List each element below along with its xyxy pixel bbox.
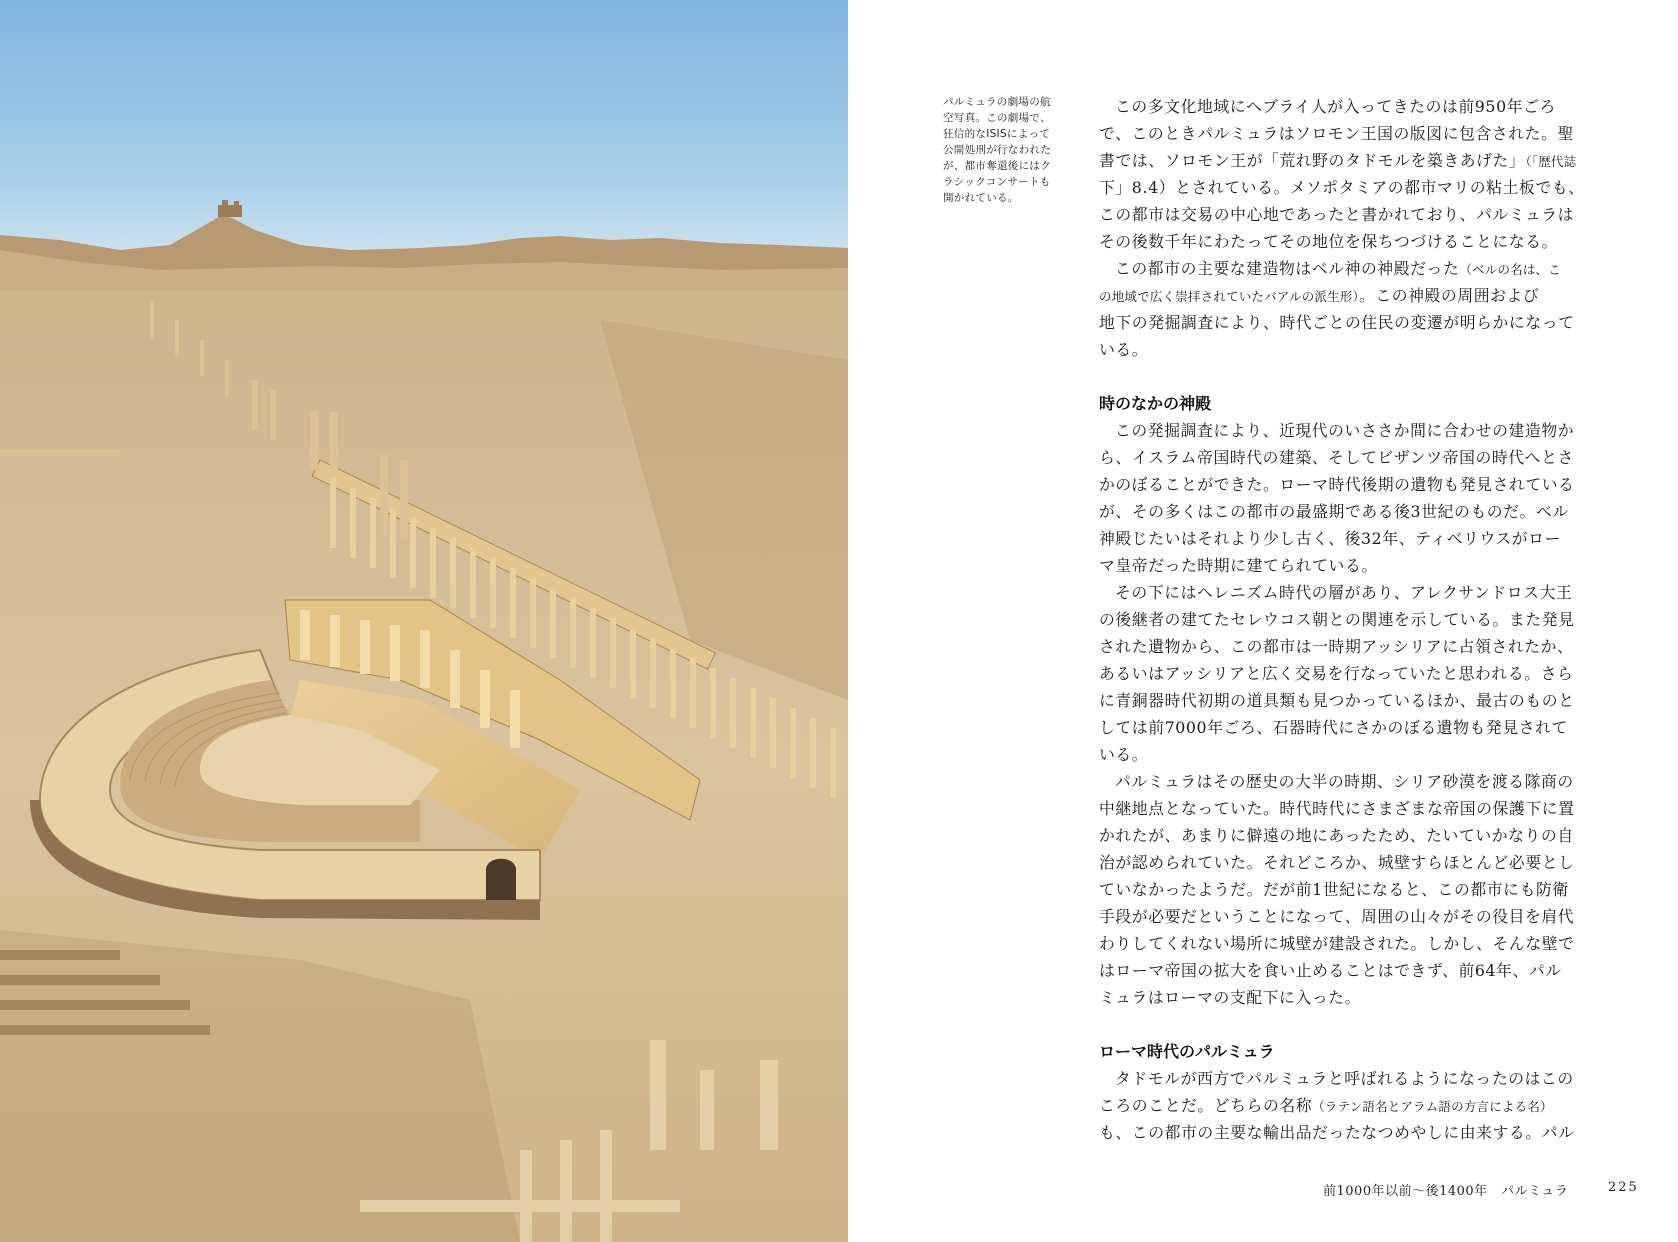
body-line: 中継地点となっていた。時代時代にさまざまな帝国の保護下に置 — [1099, 799, 1575, 818]
body-line: の後継者の建てたセレウコス朝との関連を示している。また発見 — [1099, 610, 1575, 629]
caption-line: 狂信的なISISによって — [943, 128, 1051, 140]
arch-gate — [486, 859, 516, 900]
body-line: ミュラはローマの支配下に入った。 — [1099, 988, 1362, 1007]
body-line-note: の地域で広く崇拝されていたバアルの派生形） — [1099, 289, 1359, 304]
body-line — [1099, 1092, 1659, 1119]
text-page — [848, 0, 1678, 1242]
body-line — [1099, 255, 1659, 282]
body-line: 下」8.4）とされている。メソポタミアの都市マリの粘土板でも、 — [1099, 178, 1585, 197]
body-line: ら、イスラム帝国時代の建築、そしてビザンツ帝国の時代へとさ — [1099, 448, 1574, 467]
body-line: わりしてくれない場所に城壁が建設された。しかし、そんな壁で — [1099, 934, 1575, 953]
caption-line: 開かれている。 — [943, 192, 1019, 204]
body-line-text: 書では、ソロモン王が「荒れ野のタドモルを築きあげた」 — [1099, 151, 1526, 170]
body-line — [1099, 282, 1659, 309]
body-line: かれたが、あまりに僻遠の地にあったため、たいていかなりの自 — [1099, 826, 1574, 845]
caption-line: が、都市奪還後にはク — [943, 160, 1051, 172]
body-line: に青銅器時代初期の道具類も見つかっているほか、最古のものと — [1099, 691, 1575, 710]
body-line: はローマ帝国の拡大を食い止めることはできず、前64年、パル — [1099, 961, 1562, 980]
body-line: その後数千年にわたってその地位を保ちつづけることになる。 — [1099, 232, 1558, 251]
body-line: も、この都市の主要な輸出品だったなつめやしに由来する。パル — [1099, 1123, 1575, 1142]
caption-line: ラシックコンサートも — [943, 176, 1051, 188]
body-line: パルミュラはその歴史の大半の時期、シリア砂漠を渡る隊商の — [1115, 772, 1574, 791]
section-heading: 時のなかの神殿 — [1099, 394, 1212, 413]
body-line: しては前7000年ごろ、石器時代にさかのぼる遺物も発見されて — [1099, 718, 1568, 737]
body-line: あるいはアッシリアと広く交易を行なっていたと思われる。さら — [1099, 664, 1574, 683]
body-line-text: この都市の主要な建造物はベル神の神殿だった — [1115, 259, 1460, 278]
body-line-text: ころのことだ。どちらの名称 — [1099, 1096, 1313, 1115]
body-line: で、このときパルミュラはソロモン王国の版図に包含された。聖 — [1099, 124, 1574, 143]
body-line: 神殿じたいはそれより少し古く、後32年、ティベリウスがロー — [1099, 529, 1561, 548]
body-line: 治が認められていた。それどころか、城壁すらほとんど必要とし — [1099, 853, 1575, 872]
body-line: マ皇帝だった時期に建てられている。 — [1099, 556, 1378, 575]
body-line-text: 。この神殿の周囲および — [1358, 286, 1540, 305]
body-line: この都市は交易の中心地であったと書かれており、パルミュラは — [1099, 205, 1575, 224]
body-line-note: （ラテン語名とアラム語の方言による名） — [1312, 1099, 1553, 1114]
caption-line: パルミュラの劇場の航 — [943, 96, 1051, 108]
section-gap — [1099, 1011, 1659, 1038]
photo-caption — [943, 94, 1061, 206]
body-line: この多文化地域にヘブライ人が入ってきたのは前950年ごろ — [1115, 97, 1556, 116]
body-line: かのぼることができた。ローマ時代後期の遺物も発見されている — [1099, 475, 1575, 494]
body-text — [1099, 93, 1659, 1146]
caption-line: 空写真。この劇場で、 — [943, 112, 1051, 124]
body-line: いる。 — [1099, 340, 1149, 359]
body-line: ていなかったようだ。だが前1世紀になると、この都市にも防衛 — [1099, 880, 1569, 899]
castle — [218, 205, 242, 217]
page-number: 225 — [1608, 1180, 1639, 1195]
body-line: この発掘調査により、近現代のいささか間に合わせの建造物か — [1115, 421, 1575, 440]
body-line: 地下の発掘調査により、時代ごとの住民の変遷が明らかになって — [1099, 313, 1575, 332]
running-footer: 前1000年以前〜後1400年 パルミュラ — [1323, 1184, 1569, 1199]
body-line: が、その多くはこの都市の最盛期である後3世紀のものだ。ベル — [1099, 502, 1569, 521]
body-line: 手段が必要だということになって、周囲の山々がその役目を肩代 — [1099, 907, 1575, 926]
body-line-note: （「歴代誌 — [1525, 154, 1577, 169]
body-line: その下にはヘレニズム時代の層があり、アレクサンドロス大王 — [1115, 583, 1573, 602]
body-line: いる。 — [1099, 745, 1149, 764]
body-line — [1099, 147, 1659, 174]
body-line-note: （ベルの名は、こ — [1459, 262, 1561, 277]
sky — [0, 0, 848, 260]
caption-line: 公開処刑が行なわれた — [943, 144, 1051, 156]
body-line: タドモルが西方でパルミュラと呼ばれるようになったのはこの — [1115, 1069, 1574, 1088]
body-line: された遺物から、この都市は一時期アッシリアに占領されたか、 — [1099, 637, 1574, 656]
section-heading: ローマ時代のパルミュラ — [1099, 1042, 1275, 1061]
section-gap — [1099, 363, 1659, 390]
